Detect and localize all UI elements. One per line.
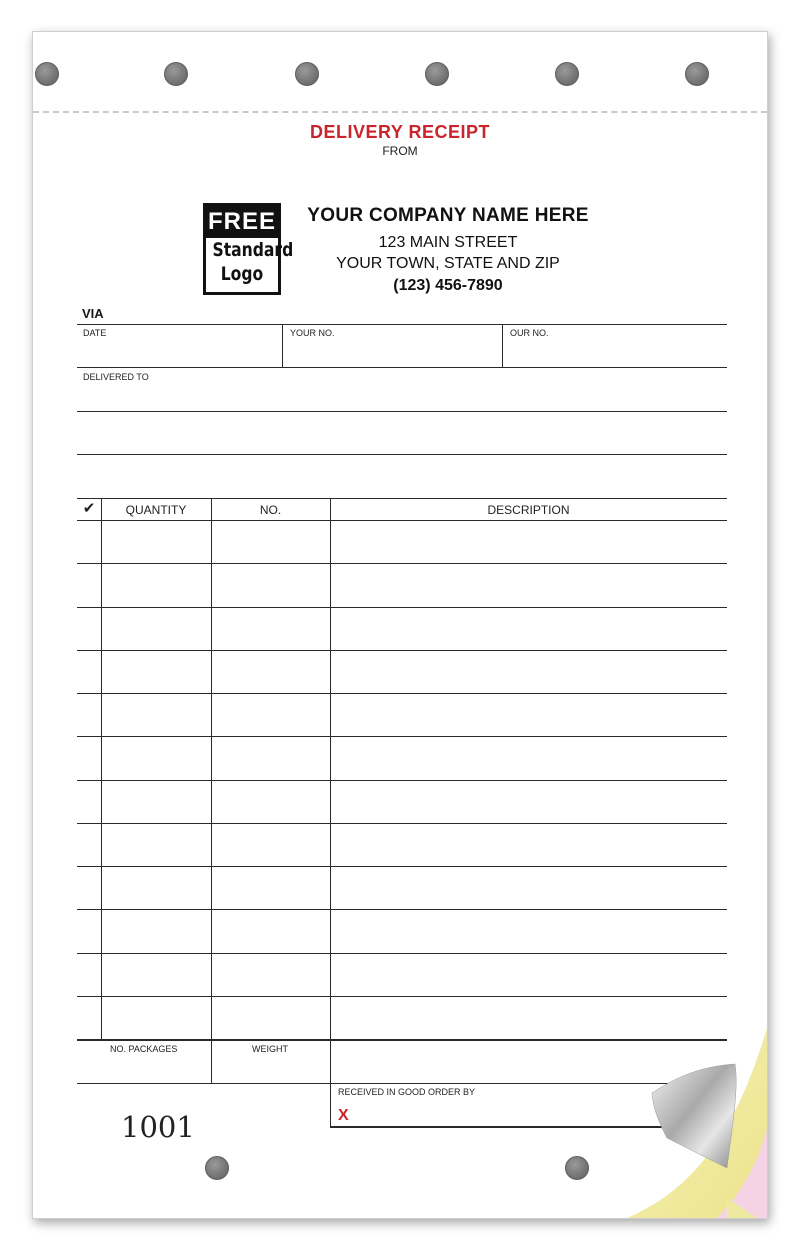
company-name: YOUR COMPANY NAME HERE [307,205,589,226]
form-title: DELIVERY RECEIPT [309,122,491,142]
date-divider [282,324,283,367]
punch-hole [565,1156,589,1180]
received-by-label: RECEIVED IN GOOD ORDER BY [338,1087,476,1097]
table-row-line [77,563,727,564]
via-label: VIA [82,306,104,321]
company-town: YOUR TOWN, STATE AND ZIP [336,255,560,272]
punch-hole [164,62,188,86]
our-no-label: OUR NO. [510,328,549,338]
no-column-divider [330,498,331,1126]
quantity-column-header: QUANTITY [125,503,187,517]
table-row-line [77,780,727,781]
punch-hole [295,62,319,86]
pink-copy-shape [717,1128,767,1218]
silver-curl-shape [652,1064,736,1168]
table-row-line [77,996,727,997]
punch-hole [685,62,709,86]
company-logo [203,203,294,295]
table-row-line [77,736,727,737]
delivered-to-line-2 [77,454,727,455]
table-row-line [77,866,727,867]
yellow-corner-shape [727,1198,757,1218]
yellow-copy-shape [627,1028,767,1218]
no-packages-label: NO. PACKAGES [110,1044,178,1054]
table-row-line [77,693,727,694]
page-curl-icon [587,1018,767,1218]
weight-label: WEIGHT [252,1044,288,1054]
description-column-header: DESCRIPTION [487,503,570,517]
company-phone: (123) 456-7890 [393,277,503,294]
via-line [77,324,727,325]
signature-x-mark: X [338,1107,349,1124]
punch-hole [205,1156,229,1180]
table-bottom-line [77,1039,727,1041]
table-row-line [77,953,727,954]
company-street: 123 MAIN STREET [378,234,518,251]
perforation-line [33,111,767,113]
table-header-line [77,520,727,521]
check-column-divider [101,498,102,1039]
delivery-receipt-form [32,31,768,1219]
date-row-bottom [77,367,727,368]
table-row-line [77,607,727,608]
table-top-line [77,498,727,499]
delivered-to-label: DELIVERED TO [83,372,149,382]
delivered-to-line-1 [77,411,727,412]
date-label: DATE [83,328,107,338]
quantity-column-divider [211,498,212,1083]
form-number: 1001 [121,1110,195,1144]
your-no-divider [502,324,503,367]
table-row-line [77,823,727,824]
no-column-header: NO. [259,503,282,517]
logo-line-free: FREE [206,206,278,238]
punch-hole [35,62,59,86]
form-subtitle: FROM [382,144,418,158]
table-row-line [77,909,727,910]
your-no-label: YOUR NO. [290,328,335,338]
signature-line [330,1126,727,1128]
packages-bottom-line [77,1083,727,1084]
logo-line-logo: Logo [220,263,264,285]
table-row-line [77,650,727,651]
logo-line-standard: Standard [212,239,294,261]
punch-hole [555,62,579,86]
check-column-header: ✔ [82,500,96,517]
punch-hole [425,62,449,86]
